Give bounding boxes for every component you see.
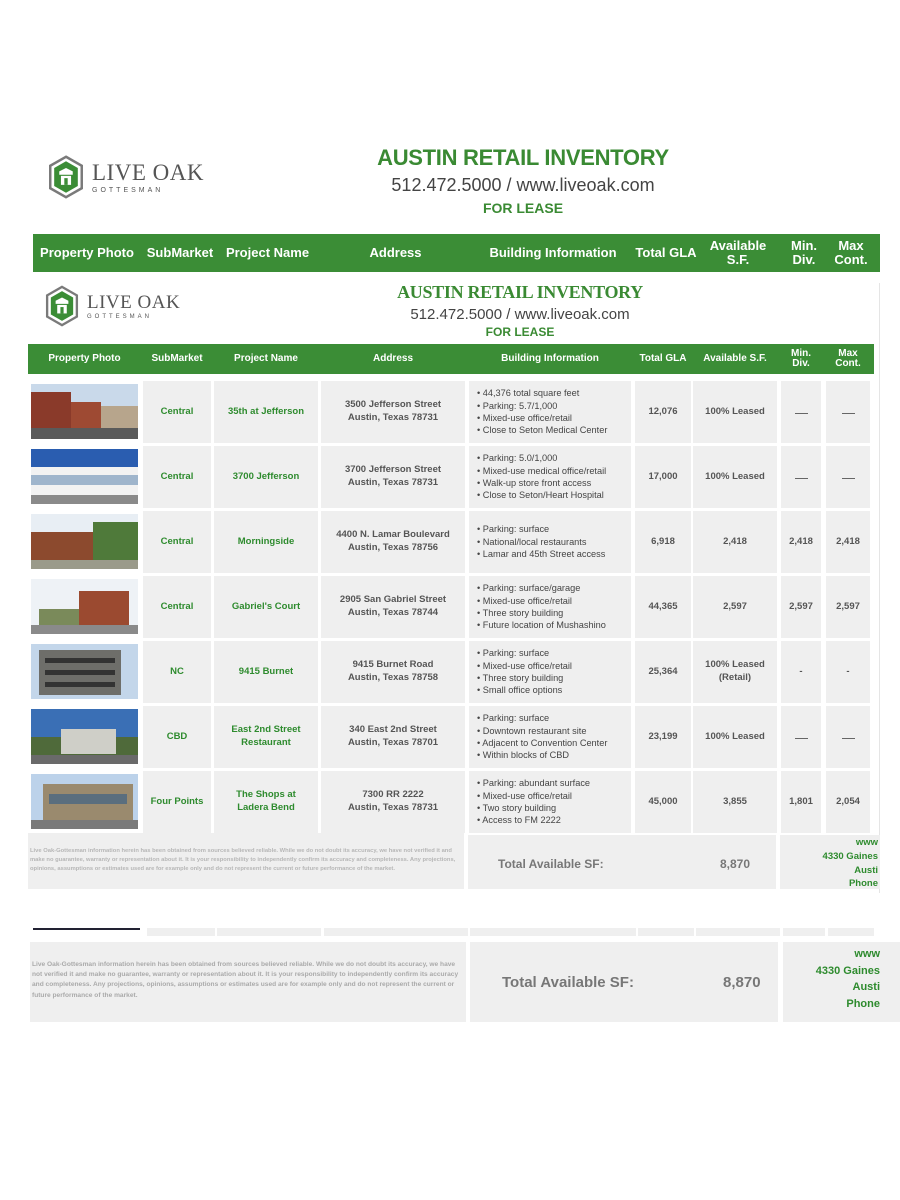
col-header: Address — [369, 245, 422, 261]
office-address: www 4330 Gaines Austi Phone — [815, 948, 880, 1010]
cell-available-sf: 100% Leased (Retail) — [693, 641, 777, 703]
cell-building-info: • Parking: surface • Downtown restaurant site • Adjacent to Convention Center • Within blocks of CBD — [469, 706, 631, 768]
cell-total-gla: 45,000 — [635, 771, 691, 833]
col-header: Available S.F. — [709, 238, 767, 267]
cell-min-div — [781, 381, 821, 443]
cell-project-name: 3700 Jefferson — [214, 446, 318, 508]
cell-max-cont — [826, 446, 870, 508]
back-row-fragment — [33, 928, 881, 938]
table-row — [28, 511, 874, 573]
empty-dash — [795, 413, 808, 414]
cell-project-name: East 2nd Street Restaurant — [214, 706, 318, 768]
table-row — [28, 381, 874, 443]
table-header-back — [33, 234, 880, 272]
cell-available-sf: 3,855 — [693, 771, 777, 833]
table-row — [28, 771, 874, 833]
empty-dash — [842, 738, 855, 739]
cell-min-div — [781, 446, 821, 508]
oak-logo-icon — [45, 285, 79, 327]
cell-address: 3500 Jefferson Street Austin, Texas 78731 — [321, 381, 465, 443]
cell-max-cont: - — [826, 641, 870, 703]
page-title: AUSTIN RETAIL INVENTORY — [397, 282, 643, 302]
cell-submarket: Central — [143, 576, 211, 638]
cell-total-gla: 6,918 — [635, 511, 691, 573]
total-value: 8,870 — [720, 857, 751, 871]
col-header: Max Cont. — [834, 238, 868, 267]
cell-available-sf: 100% Leased — [693, 706, 777, 768]
total-label: Total Available SF: — [502, 974, 634, 991]
cell-min-div: 2,418 — [781, 511, 821, 573]
footer-back — [0, 942, 900, 1024]
brand-name: LIVE OAK — [92, 159, 204, 185]
footer-front — [0, 833, 900, 891]
table-row — [28, 706, 874, 768]
cell-total-gla: 25,364 — [635, 641, 691, 703]
table-row — [28, 576, 874, 638]
property-photo — [31, 384, 138, 439]
empty-dash — [795, 478, 808, 479]
contact-line: 512.472.5000 / www.liveoak.com — [391, 175, 655, 196]
col-header: SubMarket — [146, 245, 214, 261]
cell-project-name: Morningside — [214, 511, 318, 573]
page-title: AUSTIN RETAIL INVENTORY — [377, 145, 669, 170]
property-photo — [31, 579, 138, 634]
col-header-project: Project Name — [234, 352, 298, 364]
cell-building-info: • Parking: 5.0/1,000 • Mixed-use medical office/retail • Walk-up store front access • Close to Seton/Heart Hospital — [469, 446, 631, 508]
cell-available-sf: 2,597 — [693, 576, 777, 638]
cell-submarket: Four Points — [143, 771, 211, 833]
disclaimer-text: Live Oak-Gottesman information herein has been obtained from sources believed reliable. While we do not doubt its accuracy, we have not verified it and make no guarantee, warranty or representation about it. It is your responsibility to independently confirm its accuracy and completeness. Any projections, opinions, assumptions or estimates used are for example only and do not represent the current or future performance of the market. — [30, 942, 466, 1022]
cell-min-div: - — [781, 641, 821, 703]
cell-available-sf: 100% Leased — [693, 381, 777, 443]
total-label: Total Available SF: — [498, 857, 604, 871]
empty-dash — [842, 478, 855, 479]
cell-address: 4400 N. Lamar Boulevard Austin, Texas 78756 — [321, 511, 465, 573]
cell-max-cont — [826, 381, 870, 443]
brand-sub: GOTTESMAN — [87, 313, 153, 320]
col-header-gla: Total GLA — [639, 352, 687, 364]
col-header-photo: Property Photo — [48, 352, 121, 364]
cell-max-cont: 2,597 — [826, 576, 870, 638]
logo-front — [45, 285, 180, 327]
property-photo — [31, 449, 138, 504]
col-header: Total GLA — [635, 245, 697, 261]
cell-submarket: Central — [143, 511, 211, 573]
col-header-info: Building Information — [501, 352, 599, 364]
cell-building-info: • Parking: surface • Mixed-use office/retail • Three story building • Small office options — [469, 641, 631, 703]
table-row — [28, 446, 874, 508]
title-block-front — [340, 283, 700, 339]
cell-max-cont: 2,054 — [826, 771, 870, 833]
title-block-back — [330, 146, 716, 216]
property-photo — [31, 644, 138, 699]
empty-dash — [842, 413, 855, 414]
cell-building-info: • Parking: abundant surface • Mixed-use office/retail • Two story building • Access to FM 2222 — [469, 771, 631, 833]
table-header — [28, 344, 874, 374]
col-header-min: Min. Div. — [791, 347, 811, 369]
cell-project-name: The Shops at Ladera Bend — [214, 771, 318, 833]
total-box — [468, 835, 776, 889]
cell-max-cont — [826, 706, 870, 768]
empty-dash — [795, 738, 808, 739]
brand-name: LIVE OAK — [87, 291, 181, 313]
cell-building-info: • 44,376 total square feet • Parking: 5.7/1,000 • Mixed-use office/retail • Close to Seton Medical Center — [469, 381, 631, 443]
total-box — [470, 942, 778, 1022]
col-header-max: Max Cont. — [835, 347, 861, 369]
col-header: Project Name — [225, 245, 310, 261]
cell-submarket: Central — [143, 446, 211, 508]
cell-submarket: CBD — [143, 706, 211, 768]
col-header-address: Address — [372, 352, 413, 364]
office-address: www 4330 Gaines Austi Phone — [822, 837, 878, 890]
cell-max-cont: 2,418 — [826, 511, 870, 573]
property-photo — [31, 709, 138, 764]
col-header: Min. Div. — [791, 238, 817, 267]
for-lease-label: FOR LEASE — [482, 199, 564, 216]
col-header: Building Information — [489, 245, 617, 261]
cell-total-gla: 44,365 — [635, 576, 691, 638]
cell-min-div: 1,801 — [781, 771, 821, 833]
cell-submarket: Central — [143, 381, 211, 443]
cell-total-gla: 12,076 — [635, 381, 691, 443]
cell-building-info: • Parking: surface/garage • Mixed-use office/retail • Three story building • Future location of Mushashino — [469, 576, 631, 638]
property-photo — [31, 774, 138, 829]
cell-total-gla: 23,199 — [635, 706, 691, 768]
cell-available-sf: 2,418 — [693, 511, 777, 573]
cell-available-sf: 100% Leased — [693, 446, 777, 508]
table-row — [28, 641, 874, 703]
property-photo — [31, 514, 138, 569]
cell-project-name: Gabriel's Court — [214, 576, 318, 638]
cell-building-info: • Parking: surface • National/local restaurants • Lamar and 45th Street access — [469, 511, 631, 573]
oak-logo-icon — [48, 148, 84, 206]
cell-address: 3700 Jefferson Street Austin, Texas 78731 — [321, 446, 465, 508]
cell-submarket: NC — [143, 641, 211, 703]
cell-total-gla: 17,000 — [635, 446, 691, 508]
cell-address: 9415 Burnet Road Austin, Texas 78758 — [321, 641, 465, 703]
brand-sub: GOTTESMAN — [92, 186, 164, 194]
cell-min-div — [781, 706, 821, 768]
col-header-submarket: SubMarket — [151, 352, 203, 364]
cell-address: 2905 San Gabriel Street Austin, Texas 78744 — [321, 576, 465, 638]
cell-project-name: 35th at Jefferson — [214, 381, 318, 443]
total-value: 8,870 — [723, 974, 761, 991]
cell-address: 340 East 2nd Street Austin, Texas 78701 — [321, 706, 465, 768]
col-header: Property Photo — [40, 245, 134, 261]
cell-min-div: 2,597 — [781, 576, 821, 638]
cell-project-name: 9415 Burnet — [214, 641, 318, 703]
col-header-available: Available S.F. — [703, 352, 767, 364]
contact-line: 512.472.5000 / www.liveoak.com — [410, 305, 630, 323]
for-lease-label: FOR LEASE — [485, 325, 555, 340]
cell-address: 7300 RR 2222 Austin, Texas 78731 — [321, 771, 465, 833]
disclaimer-text: Live Oak-Gottesman information herein has been obtained from sources believed reliable. While we do not doubt its accuracy, we have not verified it and make no guarantee, warranty or representation about it. It is your responsibility to independently confirm its accuracy and completeness. Any projections, opinions, assumptions or estimates used are for example only and do not represent the current or future performance of the market. — [28, 833, 464, 889]
logo-back — [48, 148, 204, 206]
